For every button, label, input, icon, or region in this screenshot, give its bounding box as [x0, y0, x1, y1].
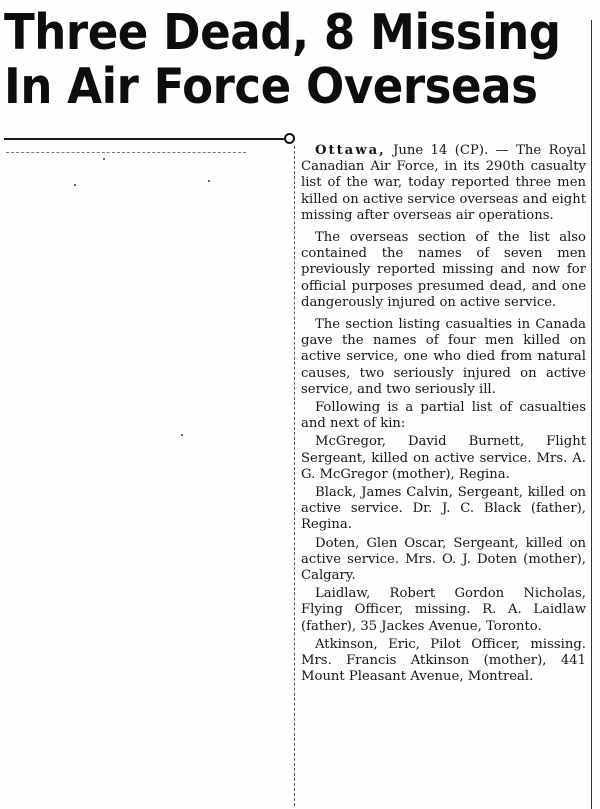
print-speck [103, 158, 105, 160]
casualty-entry: McGregor, David Burnett, Flight Sergeant, killed on active service. Mrs. A. G. McGregor (mother), Regina. [301, 434, 586, 482]
headline-line-1: Three Dead, 8 Missing [4, 4, 561, 61]
body-paragraph: The section listing casualties in Canada gave the names of four men killed on active service, one who died from natural causes, two seriously injured on active service, and two seriously ill. [301, 317, 586, 397]
lead-paragraph [301, 143, 586, 224]
headline-line-2: In Air Force Overseas [4, 58, 538, 115]
column-rule-vertical-left [294, 146, 296, 806]
column-rule-horizontal [4, 138, 286, 140]
casualty-entry: Doten, Glen Oscar, Sergeant, killed on active service. Mrs. O. J. Doten (mother), Calgary. [301, 535, 586, 584]
body-paragraph: Following is a partial list of casualties and next of kin: [301, 400, 586, 432]
article-body [301, 143, 586, 686]
headline [4, 4, 561, 115]
casualty-entry: Black, James Calvin, Sergeant, killed on active service. Dr. J. C. Black (father), Regina. [301, 485, 586, 533]
print-speck [74, 184, 76, 186]
casualty-entry: Laidlaw, Robert Gordon Nicholas, Flying Officer, missing. R. A. Laidlaw (father), 35 Jackes Avenue, Toronto. [301, 586, 586, 634]
column-rule-vertical-right [591, 20, 592, 809]
column-rule-faint [6, 152, 246, 154]
casualty-entry: Atkinson, Eric, Pilot Officer, missing. Mrs. Francis Atkinson (mother), 441 Mount Pleasant Avenue, Montreal. [301, 636, 586, 685]
dateline: Ottawa, [315, 143, 386, 158]
body-paragraph: The overseas section of the list also contained the names of seven men previously reported missing and now for official purposes presumed dead, and one dangerously injured on active service. [301, 230, 586, 310]
print-speck [181, 434, 183, 436]
rule-ornament-icon [284, 133, 295, 144]
print-speck [208, 180, 210, 182]
lead-text: June 14 (CP). — The Royal Canadian Air Force, in its 290th casualty list of the war, today reported three men killed on active service overseas and eight missing after overseas air operations. [301, 143, 586, 223]
